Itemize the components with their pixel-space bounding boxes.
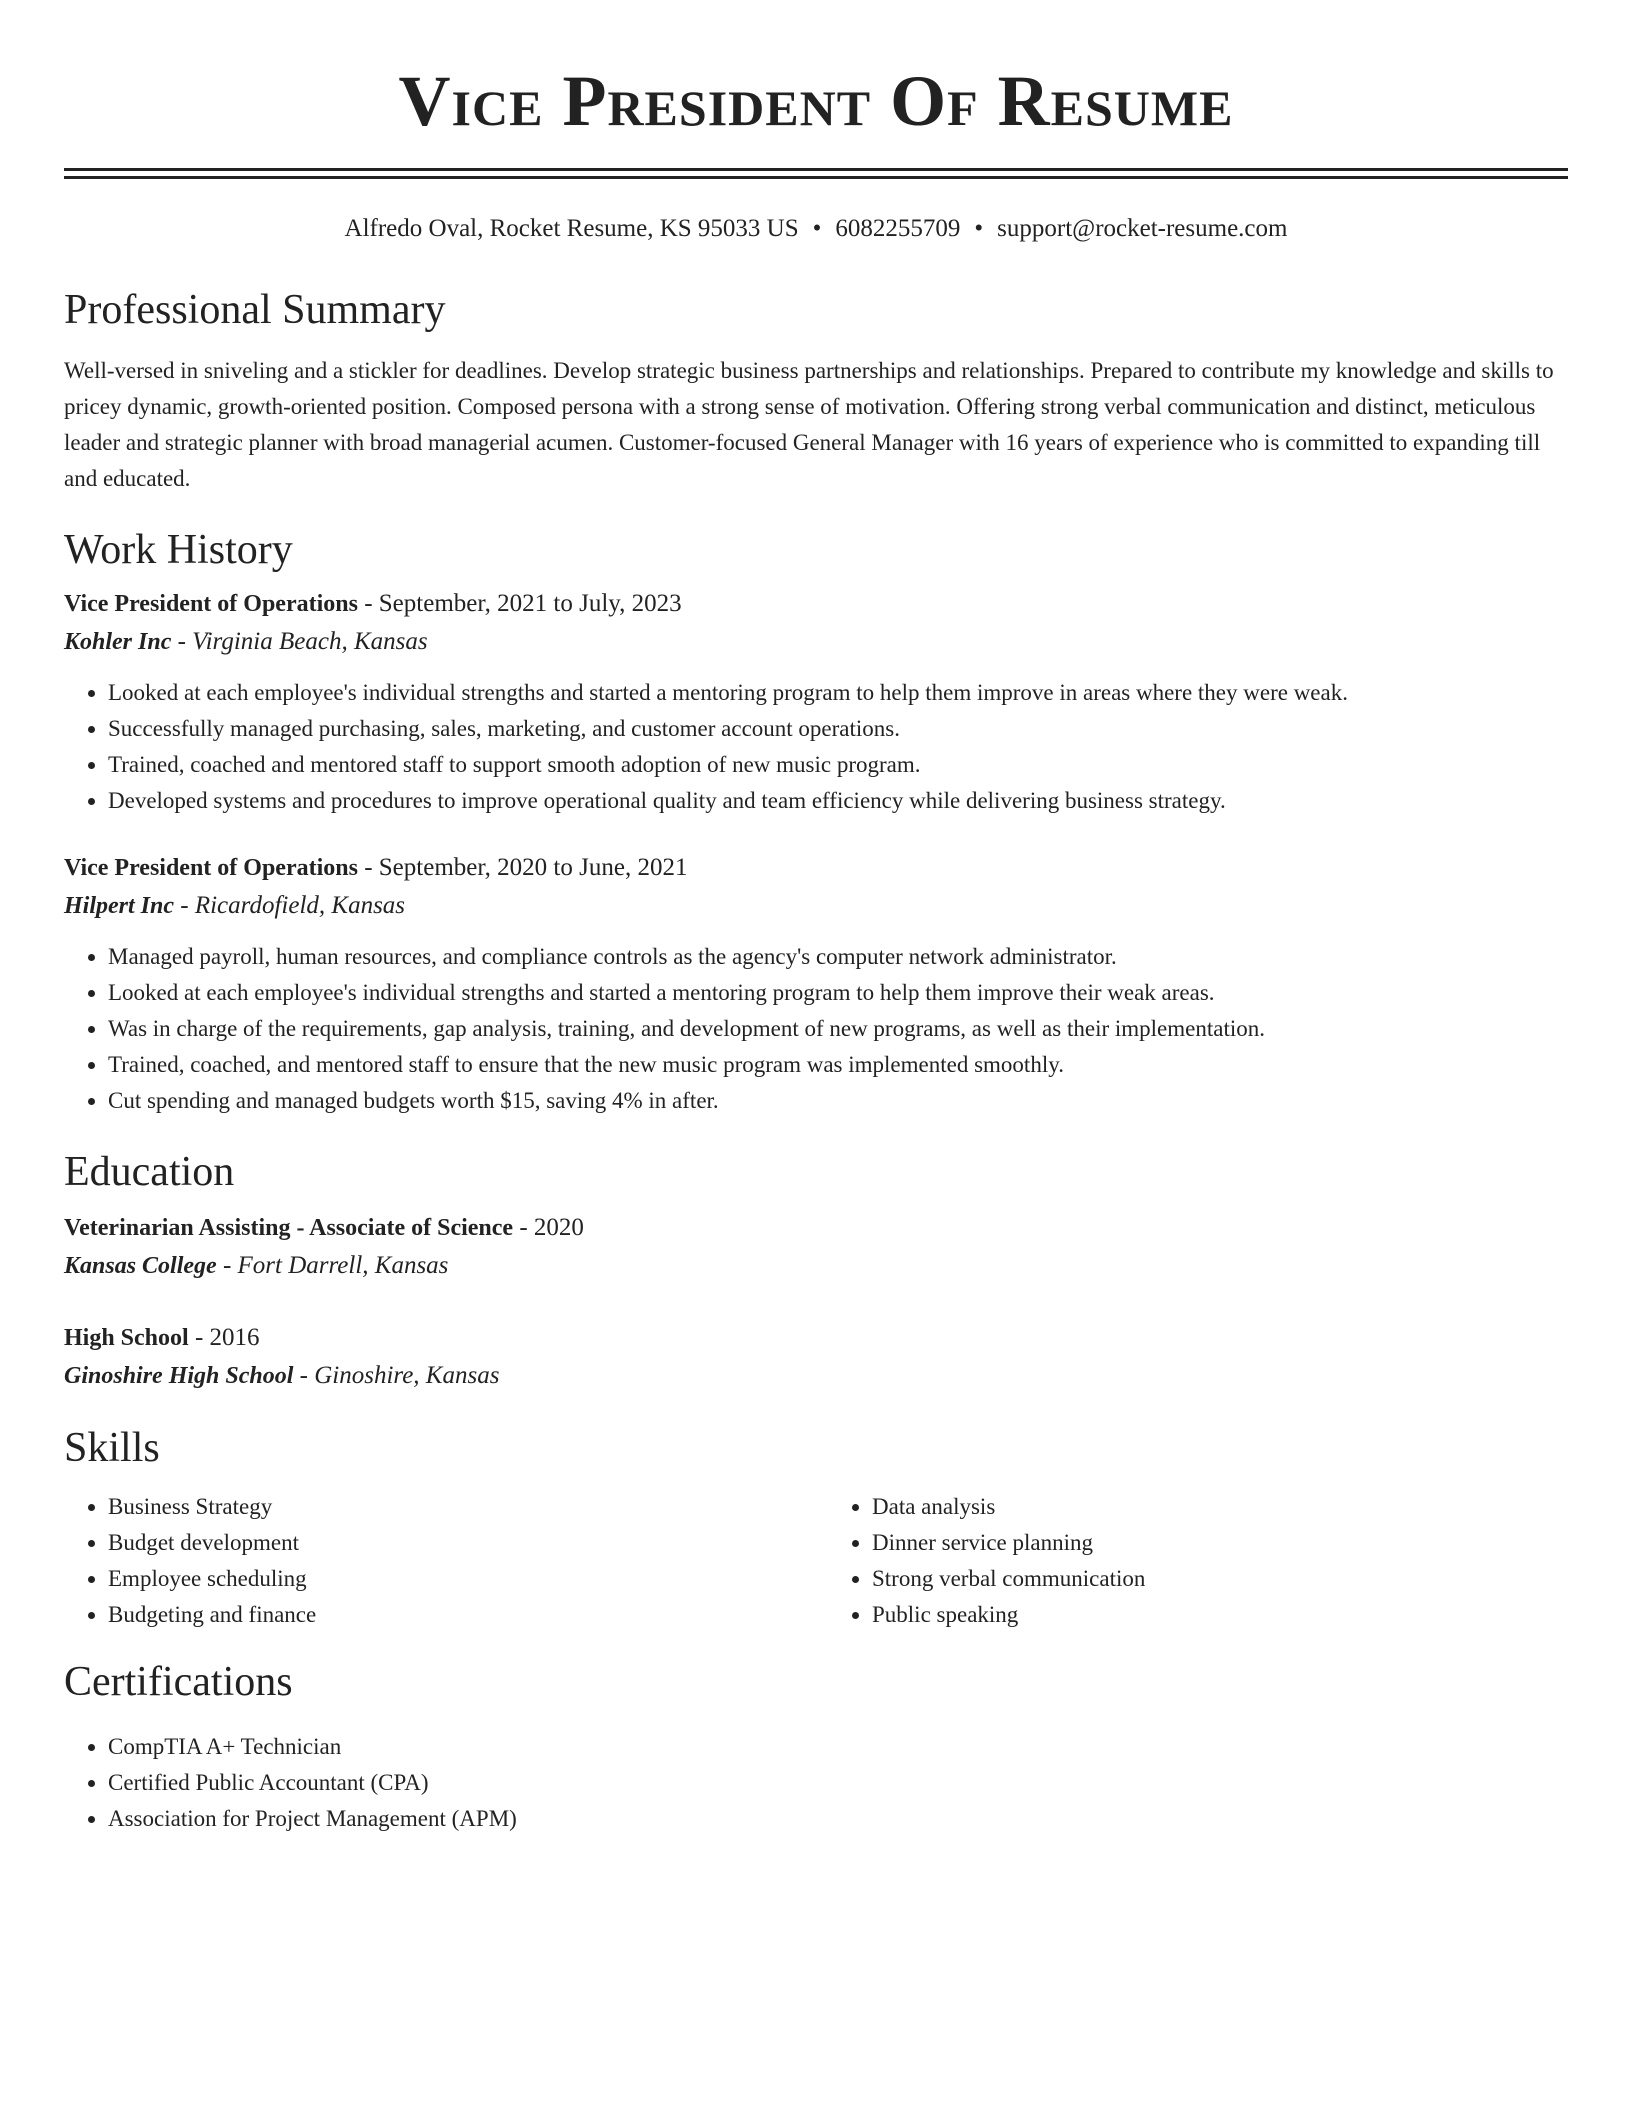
section-heading: Professional Summary xyxy=(64,287,446,333)
skills-column-left xyxy=(64,1489,816,1633)
list-item: • Public speaking xyxy=(872,1597,1568,1633)
job-company-line xyxy=(64,623,1568,661)
list-item: • Cut spending and managed budgets worth $15, saving 4% in after. xyxy=(108,1083,1568,1119)
education-year: - 2016 xyxy=(188,1324,260,1351)
job-location: - Ricardofield, Kansas xyxy=(174,892,406,919)
education-header xyxy=(64,1209,1568,1247)
skills-column-right xyxy=(816,1489,1568,1633)
summary-text: Well-versed in sniveling and a stickler for deadlines. Develop strategic business partnerships and relationships. Prepared to contribute my knowledge and skills to pricey dynamic, growth-oriented position. Composed persona with a strong sense of motivation. Offering strong verbal communication and distinct, meticulous leader and strategic planner with broad managerial acumen. Customer-focused General Manager with 16 years of experience who is committed to expanding till and educated. xyxy=(64,358,1554,491)
job-company-line xyxy=(64,887,1568,925)
education-year: - 2020 xyxy=(513,1214,584,1241)
education-header xyxy=(64,1319,1568,1357)
section-heading: Work History xyxy=(64,527,293,573)
section-heading: Certifications xyxy=(64,1659,293,1705)
job-company: Hilpert Inc xyxy=(64,893,175,919)
contact-separator: • xyxy=(812,215,822,242)
contact-address: Alfredo Oval, Rocket Resume, KS 95033 US xyxy=(344,215,799,242)
title-divider xyxy=(64,168,1568,179)
list-item: • Developed systems and procedures to improve operational quality and team efficiency while delivering business strategy. xyxy=(108,783,1568,819)
job-title: Vice President of Operations xyxy=(64,855,358,881)
job-bullets xyxy=(64,939,1568,1119)
education-location: - Fort Darrell, Kansas xyxy=(216,1252,449,1279)
job-entry xyxy=(64,585,1568,819)
education-entry xyxy=(64,1319,1568,1395)
contact-phone: 6082255709 xyxy=(835,215,961,242)
professional-summary-section xyxy=(64,285,1568,497)
contact-email: support@rocket-resume.com xyxy=(997,215,1288,242)
list-item: • Certified Public Accountant (CPA) xyxy=(108,1765,1568,1801)
list-item: • Successfully managed purchasing, sales, marketing, and customer account operations. xyxy=(108,711,1568,747)
education-entry xyxy=(64,1209,1568,1285)
education-degree: High School xyxy=(64,1325,189,1351)
education-school: Kansas College xyxy=(64,1253,217,1279)
contact-separator: • xyxy=(974,215,984,242)
list-item: • Association for Project Management (APM) xyxy=(108,1801,1568,1837)
list-item: • Budgeting and finance xyxy=(108,1597,816,1633)
job-dates: - September, 2021 to July, 2023 xyxy=(357,590,682,617)
job-dates: - September, 2020 to June, 2021 xyxy=(357,854,688,881)
list-item: • Budget development xyxy=(108,1525,816,1561)
contact-line xyxy=(64,213,1568,245)
list-item: • Employee scheduling xyxy=(108,1561,816,1597)
education-degree: Veterinarian Assisting - Associate of Science xyxy=(64,1215,514,1241)
job-entry xyxy=(64,849,1568,1119)
list-item: • CompTIA A+ Technician xyxy=(108,1729,1568,1765)
list-item: • Looked at each employee's individual strengths and started a mentoring program to help them improve their weak areas. xyxy=(108,975,1568,1011)
certifications-section xyxy=(64,1657,1568,1837)
job-bullets xyxy=(64,675,1568,819)
education-school-line xyxy=(64,1247,1568,1285)
job-header xyxy=(64,585,1568,623)
list-item: • Data analysis xyxy=(872,1489,1568,1525)
list-item: • Trained, coached, and mentored staff to ensure that the new music program was implemented smoothly. xyxy=(108,1047,1568,1083)
skills-columns xyxy=(64,1489,1568,1633)
job-company: Kohler Inc xyxy=(64,629,172,655)
education-location: - Ginoshire, Kansas xyxy=(293,1362,500,1389)
work-history-section xyxy=(64,525,1568,1119)
education-school-line xyxy=(64,1357,1568,1395)
list-item: • Looked at each employee's individual strengths and started a mentoring program to help them improve in areas where they were weak. xyxy=(108,675,1568,711)
list-item: • Was in charge of the requirements, gap analysis, training, and development of new programs, as well as their implementation. xyxy=(108,1011,1568,1047)
list-item: • Business Strategy xyxy=(108,1489,816,1525)
list-item: • Trained, coached and mentored staff to support smooth adoption of new music program. xyxy=(108,747,1568,783)
resume-title: Vice President Of Resume xyxy=(398,61,1234,141)
skills-section xyxy=(64,1423,1568,1633)
job-title: Vice President of Operations xyxy=(64,591,358,617)
section-heading: Education xyxy=(64,1149,235,1195)
certifications-list xyxy=(64,1729,1568,1837)
job-header xyxy=(64,849,1568,887)
list-item: • Dinner service planning xyxy=(872,1525,1568,1561)
list-item: • Managed payroll, human resources, and compliance controls as the agency's computer network administrator. xyxy=(108,939,1568,975)
section-heading: Skills xyxy=(64,1425,160,1471)
education-school: Ginoshire High School xyxy=(64,1363,294,1389)
list-item: • Strong verbal communication xyxy=(872,1561,1568,1597)
education-section xyxy=(64,1147,1568,1395)
job-location: - Virginia Beach, Kansas xyxy=(171,628,428,655)
